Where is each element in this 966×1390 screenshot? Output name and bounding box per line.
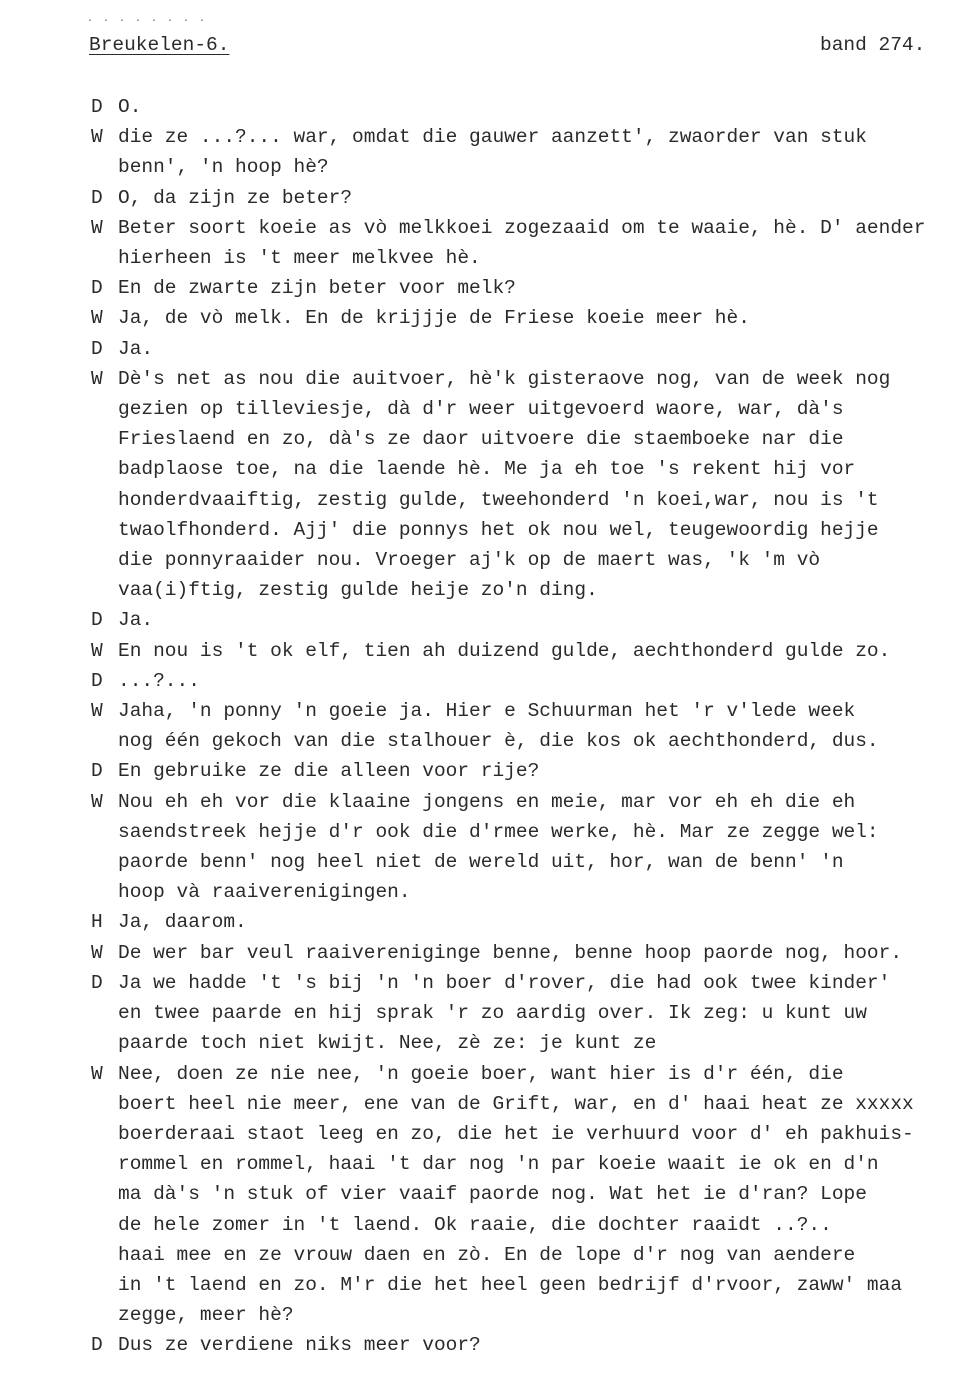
transcript-line: badplaose toe, na die laende hè. Me ja eh toe 's rekent hij vor xyxy=(118,458,856,481)
speaker-label: W xyxy=(91,367,103,390)
speaker-label: W xyxy=(91,790,103,813)
transcript-line: Ja, de vò melk. En de krijjje de Friese koeie meer hè. xyxy=(118,307,750,330)
speaker-label: D xyxy=(91,186,103,209)
speaker-label: D xyxy=(91,96,103,118)
transcript-line: paarde toch niet kwijt. Nee, zè ze: je kunt ze xyxy=(118,1032,657,1055)
speaker-label: D xyxy=(91,1334,103,1357)
transcript-turn xyxy=(0,213,966,273)
transcript-turn xyxy=(0,938,966,968)
transcript-line: vaa(i)ftig, zestig gulde heije zo'n ding. xyxy=(118,579,598,602)
transcript-line: En de zwarte zijn beter voor melk? xyxy=(118,277,516,300)
transcript-line: De wer bar veul raaiverenigingе benne, benne hoop paorde nog, hoor. xyxy=(118,941,903,964)
transcript-line: gezien op tilleviesje, dà d'r weer uitgevoerd waore, war, dà's xyxy=(118,398,844,421)
header-dots: . . . . . . . . xyxy=(87,14,208,25)
transcript xyxy=(0,92,966,1361)
document-title: Breukelen-6. xyxy=(89,34,230,56)
speaker-label: D xyxy=(91,971,103,994)
transcript-line: benn', 'n hoop hè? xyxy=(118,156,329,179)
speaker-label: W xyxy=(91,126,103,149)
speaker-label: D xyxy=(91,760,103,783)
band-number: band 274. xyxy=(820,34,926,56)
transcript-turn xyxy=(0,968,966,1059)
transcript-line: Beter soort koeie as vò melkkoei zogezaaid om te waaie, hè. D' aender xyxy=(118,216,926,239)
transcript-turn xyxy=(0,303,966,333)
transcript-line: nog één gekoch van die stalhouer è, die kos ok aechthonderd, dus. xyxy=(118,730,879,753)
transcript-line: zegge, meer hè? xyxy=(118,1304,294,1327)
transcript-turn xyxy=(0,907,966,937)
transcript-line: die ze ...?... war, omdat die gauwer aanzett', zwaorder van stuk xyxy=(118,126,867,149)
speaker-label: D xyxy=(91,337,103,360)
transcript-line: Nou eh eh vor die klaaine jongens en meie, mar vor eh eh die eh xyxy=(118,790,856,813)
speaker-label: D xyxy=(91,609,103,632)
transcript-line: en twee paarde en hij sprak 'r zo aardig over. Ik zeg: u kunt uw xyxy=(118,1002,867,1025)
transcript-line: hoop và raaiverenigingen. xyxy=(118,881,411,904)
transcript-turn xyxy=(0,636,966,666)
transcript-turn xyxy=(0,364,966,606)
transcript-line: ma dà's 'n stuk of vier vaaif paorde nog. Wat het ie d'ran? Lope xyxy=(118,1183,867,1206)
transcript-line: boert heel nie meer, ene van de Grift, war, en d' haai heat ze xxxxx xyxy=(118,1092,914,1115)
transcript-line: in 't laend en zo. M'r die het heel geen bedrijf d'rvoor, zaww' maa xyxy=(118,1273,903,1296)
transcript-line: O, da zijn ze beter? xyxy=(118,186,353,209)
transcript-turn xyxy=(0,183,966,213)
transcript-line: de hele zomer in 't laend. Ok raaie, die dochter raaidt ..?.. xyxy=(118,1213,832,1236)
transcript-line: hierheen is 't meer melkvee hè. xyxy=(118,247,481,270)
transcript-line: En gebruike ze die alleen voor rije? xyxy=(118,760,540,783)
transcript-turn xyxy=(0,756,966,786)
transcript-turn xyxy=(0,1330,966,1360)
speaker-label: D xyxy=(91,669,103,692)
speaker-label: W xyxy=(91,216,103,239)
transcript-line: Nee, doen ze nie nee, 'n goeie boer, want hier is d'r één, die xyxy=(118,1062,844,1085)
transcript-turn xyxy=(0,92,966,122)
transcript-line: Ja. xyxy=(118,337,154,360)
transcript-turn xyxy=(0,696,966,756)
transcript-line: Dè's net as nou die auitvoer, hè'k gisteraove nog, van de week nog xyxy=(118,367,891,390)
transcript-turn xyxy=(0,273,966,303)
transcript-line: En nou is 't ok elf, tien ah duizend gulde, aechthonderd gulde zo. xyxy=(118,639,891,662)
transcript-turn xyxy=(0,605,966,635)
speaker-label: W xyxy=(91,639,103,662)
transcript-turn xyxy=(0,1059,966,1331)
transcript-line: Frieslaend en zo, dà's ze daor uitvoere die staemboeke nar die xyxy=(118,428,844,451)
transcript-line: Dus ze verdiene niks meer voor? xyxy=(118,1334,481,1357)
transcript-turn xyxy=(0,666,966,696)
transcript-line: haai mee en ze vrouw daen en zò. En de lope d'r nog van aendere xyxy=(118,1243,856,1266)
transcript-line: ...?... xyxy=(118,669,200,692)
speaker-label: W xyxy=(91,1062,103,1085)
speaker-label: D xyxy=(91,277,103,300)
transcript-line: Ja, daarom. xyxy=(118,911,247,934)
speaker-label: W xyxy=(91,700,103,723)
transcript-line: rommel en rommel, haai 't dar nog 'n par koeie waait ie ok en d'n xyxy=(118,1153,879,1176)
transcript-turn xyxy=(0,334,966,364)
transcript-line: O. xyxy=(118,96,142,118)
transcript-line: saendstreek hejje d'r ook die d'rmee werke, hè. Mar ze zegge wel: xyxy=(118,820,879,843)
speaker-label: H xyxy=(91,911,103,934)
transcript-line: die ponnyraaider nou. Vroeger aj'k op de maert was, 'k 'm vò xyxy=(118,549,821,572)
transcript-line: Jaha, 'n ponny 'n goeie ja. Hier e Schuurman het 'r v'lede week xyxy=(118,700,856,723)
transcript-line: Ja. xyxy=(118,609,154,632)
speaker-label: W xyxy=(91,307,103,330)
transcript-line: paorde benn' nog heel niet de wereld uit, hor, wan de benn' 'n xyxy=(118,851,844,874)
transcript-line: boerderaai staot leeg en zo, die het ie verhuurd voor d' eh pakhuis- xyxy=(118,1122,914,1145)
transcript-turn xyxy=(0,122,966,182)
transcript-turn xyxy=(0,787,966,908)
transcript-line: Ja we hadde 't 's bij 'n 'n boer d'rover, die had ook twee kinder' xyxy=(118,971,891,994)
transcript-line: twaolfhonderd. Ajj' die ponnys het ok nou wel, teugewoordig hejje xyxy=(118,518,879,541)
speaker-label: W xyxy=(91,941,103,964)
transcript-line: honderdvaaiftig, zestig gulde, tweehonderd 'n koei,war, nou is 't xyxy=(118,488,879,511)
